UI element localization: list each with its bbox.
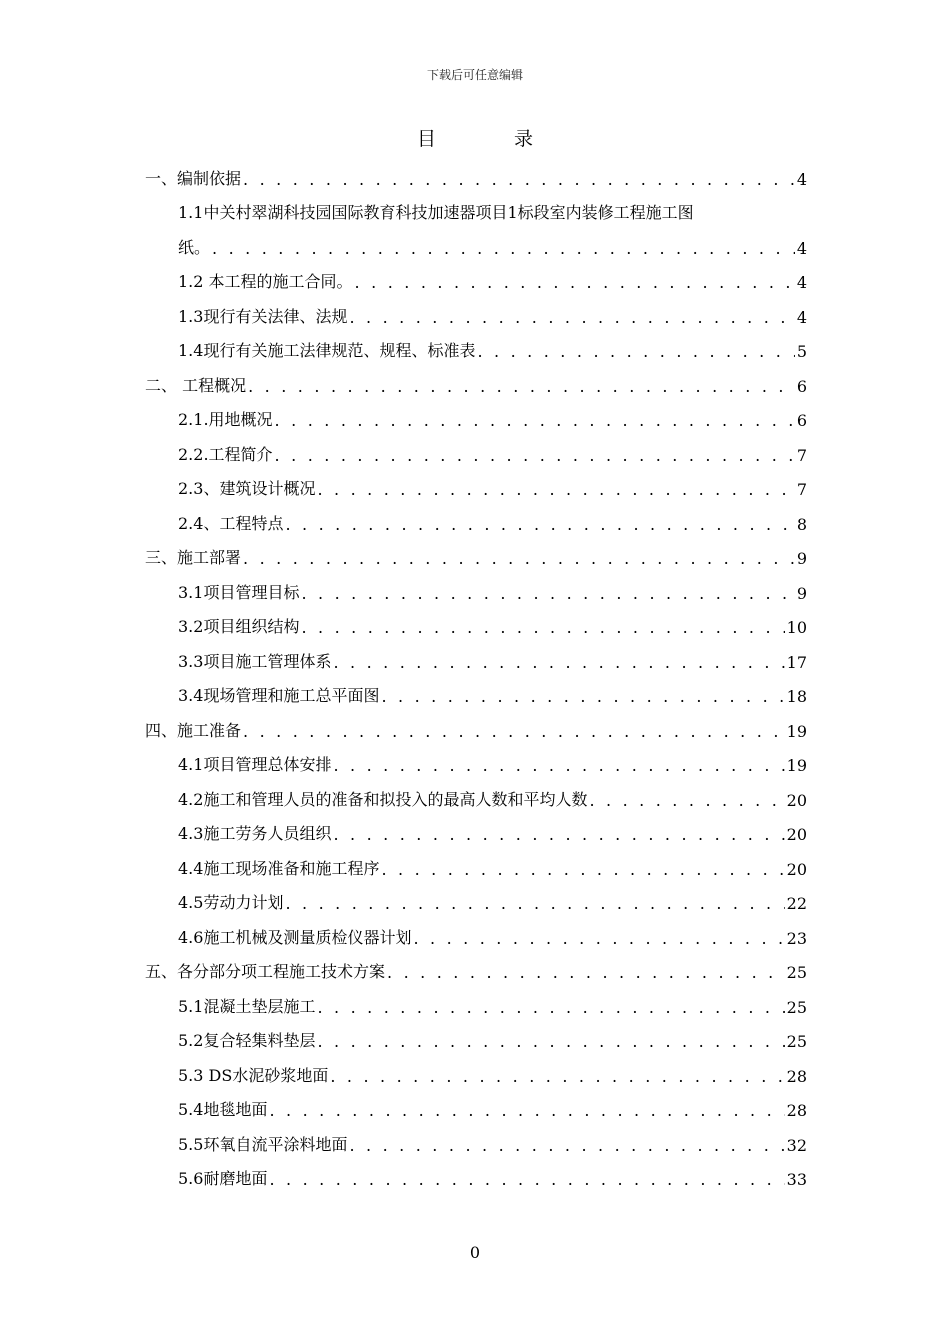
toc-entry-label: 3.2项目组织结构 [178,617,300,636]
toc-dot-leader [212,239,795,258]
toc-entry-page: 33 [786,1170,807,1189]
toc-entry[interactable] [145,327,807,362]
toc-entry-page: 32 [786,1135,807,1155]
toc-entry-page: 4 [796,238,807,258]
toc-entry-page: 8 [796,514,807,534]
toc-entry-page: 25 [786,963,807,982]
toc-entry-page: 6 [796,376,807,396]
toc-entry-page: 9 [796,583,807,603]
toc-entry[interactable] [145,292,807,327]
toc-entry-page: 25 [786,997,807,1017]
toc-entry-label: 3.4现场管理和施工总平面图 [178,686,380,705]
toc-entry-page: 22 [786,894,807,913]
toc-entry-label: 4.1项目管理总体安排 [178,755,332,774]
toc-entry-label: 4.2施工和管理人员的准备和拟投入的最高人数和平均人数 [178,789,588,809]
toc-entry[interactable] [145,741,807,776]
toc-entry-label: 4.6施工机械及测量质检仪器计划 [178,927,412,947]
toc-dot-leader [387,963,785,982]
toc-dot-leader [275,411,795,430]
toc-entry[interactable] [145,913,807,948]
toc-entry-page: 20 [786,859,807,879]
toc-dot-leader [333,825,784,844]
toc-entry[interactable] [145,1155,807,1190]
toc-entry-label: 1.1中关村翠湖科技园国际教育科技加速器项目1标段室内装修工程施工图 [178,203,694,222]
toc-entry[interactable] [145,603,807,638]
toc-entry[interactable] [145,1120,807,1155]
toc-entry-label: 5.4地毯地面 [178,1100,268,1119]
toc-entry-page: 23 [786,928,807,948]
toc-entry[interactable] [145,223,807,258]
toc-dot-leader [243,722,785,741]
toc-entry-label: 5.2复合轻集料垫层 [178,1031,316,1050]
toc-entry-label: 3.3项目施工管理体系 [178,651,332,671]
toc-entry-page: 17 [786,652,807,672]
toc-entry-label: 三、施工部署 [145,548,242,567]
toc-entry-label: 纸。 [178,237,211,257]
toc-dot-leader [275,446,795,465]
toc-dot-leader [317,998,784,1017]
toc-entry[interactable] [145,672,807,707]
toc-entry[interactable] [145,879,807,914]
toc-entry[interactable] [145,534,807,569]
toc-dot-leader [477,342,794,361]
toc-entry-page: 28 [786,1101,807,1120]
toc-entry[interactable] [145,189,807,224]
toc-entry-page: 19 [786,756,807,775]
toc-dot-leader [413,929,784,948]
toc-entry-label: 4.4施工现场准备和施工程序 [178,858,380,878]
toc-entry-label: 5.6耐磨地面 [178,1169,268,1188]
toc-dot-leader [381,860,784,879]
toc-entry[interactable] [145,258,807,293]
toc-entry-page: 18 [786,687,807,706]
toc-entry[interactable] [145,982,807,1017]
toc-entry[interactable] [145,706,807,741]
toc-entry-page: 20 [786,825,807,844]
toc-entry[interactable] [145,1086,807,1121]
toc-entry-label: 2.3、建筑设计概况 [178,479,316,498]
toc-dot-leader [243,549,795,568]
toc-entry-label: 2.4、工程特点 [178,513,284,533]
toc-dot-leader [589,791,784,810]
toc-entry-page: 20 [786,790,807,810]
toc-entry[interactable] [145,361,807,396]
toc-entry-page: 4 [796,307,807,327]
toc-entry-page: 25 [786,1032,807,1051]
toc-entry-page: 9 [796,549,807,568]
toc-dot-leader [317,480,794,499]
toc-entry[interactable] [145,396,807,431]
page-number: 0 [469,1243,481,1262]
toc-dot-leader [333,653,784,672]
toc-dot-leader [269,1101,784,1120]
toc-entry-label: 2.2.工程简介 [178,444,273,464]
toc-dot-leader [285,515,794,534]
toc-dot-leader [243,170,795,189]
toc-entry[interactable] [145,1051,807,1086]
toc-entry-page: 10 [786,618,807,637]
toc-entry-page: 7 [796,480,807,499]
toc-entry-page: 4 [796,169,807,189]
toc-entry[interactable] [145,810,807,845]
toc-entry-label: 4.3施工劳务人员组织 [178,824,332,843]
toc-dot-leader [333,756,784,775]
table-of-contents [145,154,807,1189]
toc-entry[interactable] [145,948,807,983]
toc-dot-leader [349,1136,784,1155]
toc-entry-page: 5 [796,342,807,361]
toc-dot-leader [381,687,784,706]
toc-entry[interactable] [145,499,807,534]
toc-entry-label: 5.1混凝土垫层施工 [178,996,316,1016]
toc-entry-label: 1.4现行有关施工法律规范、规程、标准表 [178,341,476,360]
toc-entry-label: 1.3现行有关法律、法规 [178,306,348,326]
toc-entry-page: 6 [796,411,807,430]
toc-entry-page: 28 [786,1066,807,1086]
toc-dot-leader [248,377,795,396]
toc-entry-label: 一、编制依据 [145,168,242,188]
toc-entry-label: 二、 工程概况 [145,375,247,395]
toc-entry[interactable] [145,465,807,500]
toc-entry-label: 四、施工准备 [145,720,242,740]
toc-dot-leader [317,1032,784,1051]
toc-entry[interactable] [145,154,807,189]
toc-dot-leader [269,1170,784,1189]
toc-entry-page: 4 [796,273,807,292]
toc-entry-label: 2.1.用地概况 [178,410,273,429]
document-title: 目 录 [416,128,570,150]
toc-entry[interactable] [145,430,807,465]
toc-entry-label: 5.3 DS水泥砂浆地面 [178,1065,329,1085]
toc-dot-leader [355,273,795,292]
toc-entry-label: 1.2 本工程的施工合同。 [178,272,353,291]
toc-entry-label: 5.5环氧自流平涂料地面 [178,1134,348,1154]
toc-dot-leader [301,618,784,637]
toc-entry-label: 五、各分部分项工程施工技术方案 [145,962,386,981]
toc-entry-page: 19 [786,721,807,741]
page-header: 下载后可任意编辑 [426,68,523,82]
toc-entry[interactable] [145,568,807,603]
toc-entry[interactable] [145,1017,807,1052]
toc-dot-leader [330,1067,784,1086]
toc-entry-page: 7 [796,445,807,465]
toc-entry-label: 3.1项目管理目标 [178,582,300,602]
toc-dot-leader [301,584,794,603]
toc-dot-leader [349,308,794,327]
toc-dot-leader [285,894,784,913]
toc-entry[interactable] [145,637,807,672]
toc-entry[interactable] [145,844,807,879]
toc-entry[interactable] [145,775,807,810]
toc-entry-label: 4.5劳动力计划 [178,893,284,912]
